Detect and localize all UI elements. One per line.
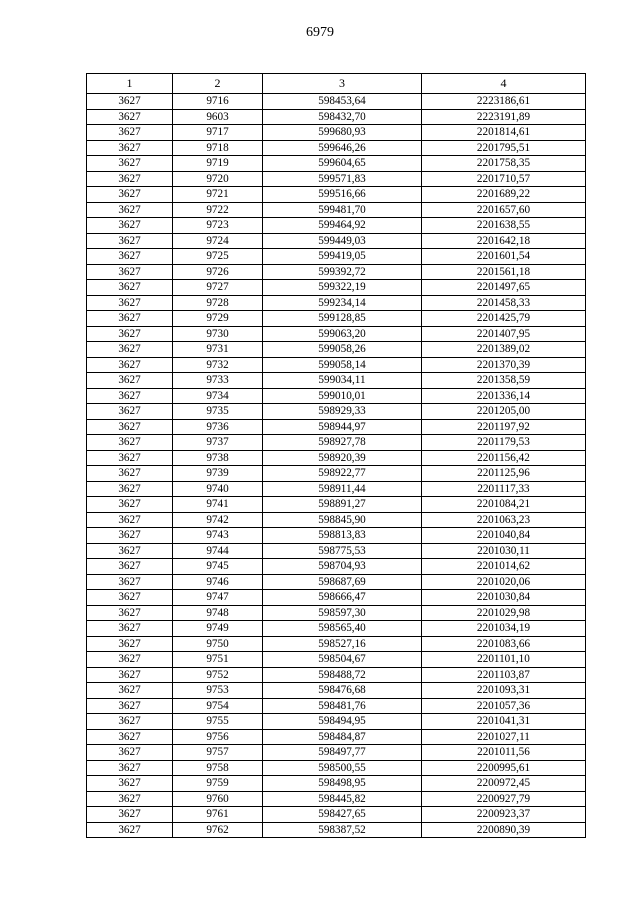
cell-col-2: 9736 [173, 419, 263, 435]
table-row [87, 528, 586, 544]
cell-col-1: 3627 [87, 94, 173, 110]
table-row [87, 357, 586, 373]
cell-col-1: 3627 [87, 807, 173, 823]
cell-col-3: 598453,64 [263, 94, 422, 110]
cell-col-3: 599010,01 [263, 388, 422, 404]
table-row [87, 187, 586, 203]
cell-col-4: 2201370,39 [422, 357, 586, 373]
cell-col-2: 9752 [173, 667, 263, 683]
cell-col-2: 9761 [173, 807, 263, 823]
cell-col-2: 9728 [173, 295, 263, 311]
cell-col-1: 3627 [87, 729, 173, 745]
cell-col-3: 599481,70 [263, 202, 422, 218]
cell-col-2: 9733 [173, 373, 263, 389]
cell-col-1: 3627 [87, 326, 173, 342]
cell-col-2: 9747 [173, 590, 263, 606]
table-row [87, 559, 586, 575]
cell-col-2: 9743 [173, 528, 263, 544]
cell-col-3: 598597,30 [263, 605, 422, 621]
table-row [87, 698, 586, 714]
cell-col-1: 3627 [87, 156, 173, 172]
table-row [87, 791, 586, 807]
cell-col-4: 2201020,06 [422, 574, 586, 590]
cell-col-4: 2201407,95 [422, 326, 586, 342]
cell-col-1: 3627 [87, 776, 173, 792]
table-row [87, 295, 586, 311]
cell-col-2: 9721 [173, 187, 263, 203]
cell-col-3: 598484,87 [263, 729, 422, 745]
cell-col-1: 3627 [87, 125, 173, 141]
cell-col-2: 9741 [173, 497, 263, 513]
cell-col-1: 3627 [87, 636, 173, 652]
cell-col-4: 2201103,87 [422, 667, 586, 683]
cell-col-2: 9722 [173, 202, 263, 218]
cell-col-2: 9758 [173, 760, 263, 776]
page-number: 6979 [306, 25, 334, 40]
table-row [87, 543, 586, 559]
cell-col-3: 599464,92 [263, 218, 422, 234]
cell-col-4: 2201710,57 [422, 171, 586, 187]
column-header-1: 1 [87, 74, 173, 94]
cell-col-1: 3627 [87, 791, 173, 807]
cell-col-3: 598498,95 [263, 776, 422, 792]
cell-col-2: 9760 [173, 791, 263, 807]
cell-col-4: 2201101,10 [422, 652, 586, 668]
cell-col-4: 2201034,19 [422, 621, 586, 637]
cell-col-2: 9727 [173, 280, 263, 296]
cell-col-2: 9735 [173, 404, 263, 420]
column-header-2: 2 [173, 74, 263, 94]
cell-col-3: 598476,68 [263, 683, 422, 699]
cell-col-1: 3627 [87, 605, 173, 621]
table-row [87, 621, 586, 637]
cell-col-3: 598494,95 [263, 714, 422, 730]
column-header-4: 4 [422, 74, 586, 94]
cell-col-1: 3627 [87, 140, 173, 156]
cell-col-3: 599449,03 [263, 233, 422, 249]
cell-col-3: 598813,83 [263, 528, 422, 544]
cell-col-2: 9749 [173, 621, 263, 637]
table-row [87, 326, 586, 342]
cell-col-4: 2201117,33 [422, 481, 586, 497]
cell-col-1: 3627 [87, 590, 173, 606]
cell-col-3: 598927,78 [263, 435, 422, 451]
table-row [87, 497, 586, 513]
cell-col-4: 2201205,00 [422, 404, 586, 420]
cell-col-3: 599516,66 [263, 187, 422, 203]
cell-col-1: 3627 [87, 295, 173, 311]
cell-col-3: 598944,97 [263, 419, 422, 435]
cell-col-2: 9723 [173, 218, 263, 234]
table-row [87, 729, 586, 745]
table-row [87, 435, 586, 451]
cell-col-2: 9762 [173, 822, 263, 838]
cell-col-2: 9726 [173, 264, 263, 280]
cell-col-1: 3627 [87, 264, 173, 280]
table-row [87, 109, 586, 125]
cell-col-3: 598922,77 [263, 466, 422, 482]
cell-col-1: 3627 [87, 528, 173, 544]
cell-col-3: 599604,65 [263, 156, 422, 172]
cell-col-2: 9719 [173, 156, 263, 172]
table-row [87, 156, 586, 172]
cell-col-2: 9724 [173, 233, 263, 249]
table-row [87, 667, 586, 683]
coordinates-table [86, 73, 586, 838]
cell-col-4: 2201014,62 [422, 559, 586, 575]
table-row [87, 605, 586, 621]
table-row [87, 342, 586, 358]
cell-col-3: 598687,69 [263, 574, 422, 590]
cell-col-4: 2201027,11 [422, 729, 586, 745]
cell-col-2: 9759 [173, 776, 263, 792]
cell-col-4: 2200972,45 [422, 776, 586, 792]
table-row [87, 218, 586, 234]
cell-col-4: 2201030,84 [422, 590, 586, 606]
cell-col-3: 599322,19 [263, 280, 422, 296]
cell-col-2: 9737 [173, 435, 263, 451]
cell-col-3: 598504,67 [263, 652, 422, 668]
cell-col-2: 9717 [173, 125, 263, 141]
cell-col-2: 9731 [173, 342, 263, 358]
cell-col-4: 2201638,55 [422, 218, 586, 234]
cell-col-4: 2201358,59 [422, 373, 586, 389]
column-header-3: 3 [263, 74, 422, 94]
cell-col-1: 3627 [87, 667, 173, 683]
table-row [87, 388, 586, 404]
cell-col-3: 599646,26 [263, 140, 422, 156]
cell-col-4: 2201125,96 [422, 466, 586, 482]
cell-col-1: 3627 [87, 202, 173, 218]
cell-col-3: 598891,27 [263, 497, 422, 513]
cell-col-1: 3627 [87, 543, 173, 559]
table-row [87, 822, 586, 838]
table-row [87, 171, 586, 187]
table-row [87, 590, 586, 606]
cell-col-1: 3627 [87, 822, 173, 838]
cell-col-2: 9742 [173, 512, 263, 528]
cell-col-4: 2201041,31 [422, 714, 586, 730]
cell-col-2: 9753 [173, 683, 263, 699]
cell-col-1: 3627 [87, 481, 173, 497]
cell-col-3: 598704,93 [263, 559, 422, 575]
cell-col-4: 2201389,02 [422, 342, 586, 358]
table-row [87, 233, 586, 249]
cell-col-2: 9738 [173, 450, 263, 466]
cell-col-2: 9734 [173, 388, 263, 404]
cell-col-3: 599680,93 [263, 125, 422, 141]
table-row [87, 280, 586, 296]
cell-col-4: 2201057,36 [422, 698, 586, 714]
cell-col-4: 2201497,65 [422, 280, 586, 296]
cell-col-4: 2200927,79 [422, 791, 586, 807]
cell-col-4: 2201425,79 [422, 311, 586, 327]
cell-col-4: 2223191,89 [422, 109, 586, 125]
cell-col-1: 3627 [87, 466, 173, 482]
cell-col-3: 598488,72 [263, 667, 422, 683]
table-row [87, 450, 586, 466]
cell-col-4: 2201795,51 [422, 140, 586, 156]
cell-col-3: 598565,40 [263, 621, 422, 637]
cell-col-2: 9746 [173, 574, 263, 590]
table-row [87, 652, 586, 668]
table-row [87, 404, 586, 420]
cell-col-1: 3627 [87, 311, 173, 327]
cell-col-4: 2201084,21 [422, 497, 586, 513]
cell-col-2: 9755 [173, 714, 263, 730]
table-row [87, 683, 586, 699]
cell-col-3: 598497,77 [263, 745, 422, 761]
cell-col-2: 9744 [173, 543, 263, 559]
cell-col-1: 3627 [87, 621, 173, 637]
table-body [87, 94, 586, 838]
cell-col-3: 598845,90 [263, 512, 422, 528]
cell-col-1: 3627 [87, 652, 173, 668]
cell-col-3: 599392,72 [263, 264, 422, 280]
cell-col-1: 3627 [87, 342, 173, 358]
cell-col-3: 598387,52 [263, 822, 422, 838]
table-row [87, 311, 586, 327]
cell-col-4: 2201336,14 [422, 388, 586, 404]
cell-col-1: 3627 [87, 683, 173, 699]
cell-col-2: 9603 [173, 109, 263, 125]
cell-col-3: 599419,05 [263, 249, 422, 265]
cell-col-2: 9748 [173, 605, 263, 621]
cell-col-4: 2200995,61 [422, 760, 586, 776]
table-row [87, 714, 586, 730]
cell-col-1: 3627 [87, 435, 173, 451]
cell-col-4: 2201029,98 [422, 605, 586, 621]
table-row [87, 202, 586, 218]
cell-col-3: 598432,70 [263, 109, 422, 125]
cell-col-1: 3627 [87, 760, 173, 776]
table-row [87, 249, 586, 265]
cell-col-4: 2201642,18 [422, 233, 586, 249]
cell-col-4: 2201093,31 [422, 683, 586, 699]
cell-col-1: 3627 [87, 109, 173, 125]
cell-col-4: 2201083,66 [422, 636, 586, 652]
cell-col-2: 9716 [173, 94, 263, 110]
cell-col-3: 599234,14 [263, 295, 422, 311]
table-row [87, 745, 586, 761]
table-row [87, 373, 586, 389]
cell-col-1: 3627 [87, 357, 173, 373]
cell-col-3: 598500,55 [263, 760, 422, 776]
cell-col-1: 3627 [87, 419, 173, 435]
cell-col-1: 3627 [87, 373, 173, 389]
cell-col-3: 599571,83 [263, 171, 422, 187]
table-row [87, 125, 586, 141]
cell-col-2: 9732 [173, 357, 263, 373]
cell-col-1: 3627 [87, 171, 173, 187]
cell-col-2: 9720 [173, 171, 263, 187]
cell-col-4: 2201197,92 [422, 419, 586, 435]
cell-col-1: 3627 [87, 388, 173, 404]
cell-col-1: 3627 [87, 714, 173, 730]
cell-col-1: 3627 [87, 559, 173, 575]
cell-col-3: 598445,82 [263, 791, 422, 807]
table-row [87, 419, 586, 435]
cell-col-1: 3627 [87, 218, 173, 234]
cell-col-2: 9739 [173, 466, 263, 482]
table-header [87, 74, 586, 94]
table-row [87, 481, 586, 497]
cell-col-4: 2201814,61 [422, 125, 586, 141]
cell-col-4: 2201561,18 [422, 264, 586, 280]
cell-col-4: 2201156,42 [422, 450, 586, 466]
table-row [87, 512, 586, 528]
cell-col-3: 599128,85 [263, 311, 422, 327]
table-row [87, 636, 586, 652]
cell-col-1: 3627 [87, 450, 173, 466]
cell-col-4: 2200890,39 [422, 822, 586, 838]
cell-col-3: 598427,65 [263, 807, 422, 823]
table-row [87, 760, 586, 776]
table-row [87, 574, 586, 590]
table-row [87, 264, 586, 280]
cell-col-3: 598929,33 [263, 404, 422, 420]
cell-col-4: 2223186,61 [422, 94, 586, 110]
cell-col-3: 599034,11 [263, 373, 422, 389]
cell-col-3: 598911,44 [263, 481, 422, 497]
cell-col-1: 3627 [87, 404, 173, 420]
cell-col-1: 3627 [87, 512, 173, 528]
cell-col-2: 9754 [173, 698, 263, 714]
cell-col-3: 598920,39 [263, 450, 422, 466]
table-row [87, 776, 586, 792]
cell-col-3: 599058,26 [263, 342, 422, 358]
cell-col-1: 3627 [87, 698, 173, 714]
cell-col-1: 3627 [87, 187, 173, 203]
table-row [87, 466, 586, 482]
cell-col-4: 2201179,53 [422, 435, 586, 451]
cell-col-2: 9751 [173, 652, 263, 668]
cell-col-2: 9718 [173, 140, 263, 156]
cell-col-3: 598666,47 [263, 590, 422, 606]
cell-col-4: 2201689,22 [422, 187, 586, 203]
cell-col-2: 9745 [173, 559, 263, 575]
cell-col-4: 2201458,33 [422, 295, 586, 311]
cell-col-1: 3627 [87, 233, 173, 249]
table-row [87, 94, 586, 110]
cell-col-2: 9730 [173, 326, 263, 342]
table-row [87, 807, 586, 823]
cell-col-4: 2201601,54 [422, 249, 586, 265]
cell-col-1: 3627 [87, 745, 173, 761]
cell-col-4: 2201040,84 [422, 528, 586, 544]
cell-col-1: 3627 [87, 497, 173, 513]
cell-col-3: 598527,16 [263, 636, 422, 652]
cell-col-2: 9729 [173, 311, 263, 327]
table-row [87, 140, 586, 156]
cell-col-2: 9756 [173, 729, 263, 745]
cell-col-3: 599063,20 [263, 326, 422, 342]
cell-col-3: 598481,76 [263, 698, 422, 714]
cell-col-2: 9750 [173, 636, 263, 652]
header-row [87, 74, 586, 94]
cell-col-4: 2200923,37 [422, 807, 586, 823]
cell-col-2: 9740 [173, 481, 263, 497]
cell-col-2: 9725 [173, 249, 263, 265]
cell-col-4: 2201030,11 [422, 543, 586, 559]
cell-col-1: 3627 [87, 249, 173, 265]
cell-col-2: 9757 [173, 745, 263, 761]
cell-col-4: 2201657,60 [422, 202, 586, 218]
cell-col-4: 2201011,56 [422, 745, 586, 761]
cell-col-3: 599058,14 [263, 357, 422, 373]
cell-col-1: 3627 [87, 574, 173, 590]
cell-col-1: 3627 [87, 280, 173, 296]
cell-col-4: 2201063,23 [422, 512, 586, 528]
cell-col-4: 2201758,35 [422, 156, 586, 172]
cell-col-3: 598775,53 [263, 543, 422, 559]
